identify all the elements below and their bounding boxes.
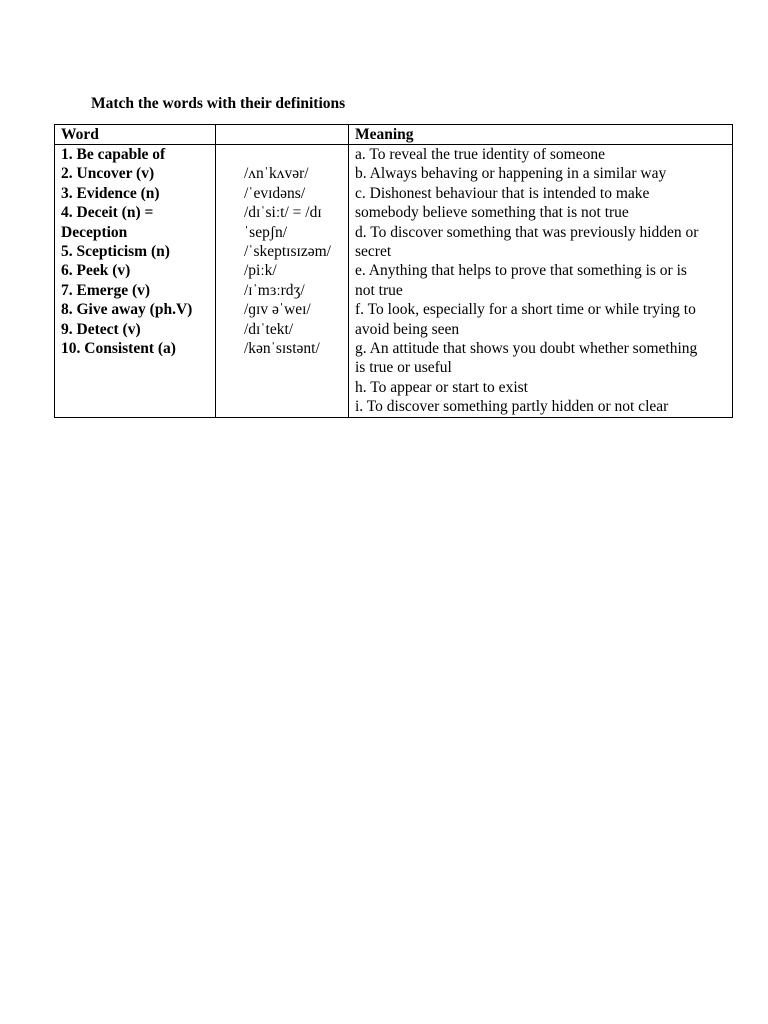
meaning-item: d. To discover something that was previously hidden or xyxy=(355,223,699,241)
meaning-item: a. To reveal the true identity of someone xyxy=(355,146,605,163)
word-item: 9. Detect (v) xyxy=(61,320,141,338)
header-pronunciation xyxy=(216,125,349,145)
meaning-item: c. Dishonest behaviour that is intended to make xyxy=(355,184,650,202)
meaning-item: not true xyxy=(355,281,403,299)
word-item: 8. Give away (ph.V) xyxy=(61,301,193,319)
pronunciation-item: /ɡɪv əˈweɪ/ xyxy=(244,301,311,319)
meaning-item: is true or useful xyxy=(355,359,452,377)
meaning-item: h. To appear or start to exist xyxy=(355,378,528,396)
meanings-cell xyxy=(349,145,733,418)
pronunciation-item: /dɪˈsiːt/ = /dɪ xyxy=(244,204,322,222)
meaning-item: secret xyxy=(355,243,392,261)
pronunciation-item: /ˈskeptɪsɪzəm/ xyxy=(244,243,331,261)
word-item: 2. Uncover (v) xyxy=(61,165,155,183)
pronunciation-item: /kənˈsɪstənt/ xyxy=(244,340,320,358)
table-header-row xyxy=(55,125,733,145)
pronunciation-item: /ɪˈmɜːrdʒ/ xyxy=(244,281,305,299)
pronunciation-cell xyxy=(216,145,349,418)
header-word: Word xyxy=(55,125,216,145)
pronunciation-item xyxy=(244,145,348,164)
words-cell xyxy=(55,145,216,418)
word-item: 1. Be capable of xyxy=(61,146,166,163)
word-item: 6. Peek (v) xyxy=(61,262,131,280)
meaning-item: i. To discover something partly hidden or not clear xyxy=(355,398,669,416)
table-body-row xyxy=(55,145,733,418)
word-item: 10. Consistent (a) xyxy=(61,340,176,358)
word-item: 4. Deceit (n) = xyxy=(61,204,154,222)
word-item: 7. Emerge (v) xyxy=(61,281,151,299)
meaning-item: e. Anything that helps to prove that something is or is xyxy=(355,262,687,280)
matching-table xyxy=(54,124,733,418)
page-title: Match the words with their definitions xyxy=(91,95,346,112)
word-item: 3. Evidence (n) xyxy=(61,184,160,202)
pronunciation-item: ˈsepʃn/ xyxy=(244,223,288,241)
meaning-item: b. Always behaving or happening in a similar way xyxy=(355,165,667,183)
pronunciation-item: /ʌnˈkʌvər/ xyxy=(244,165,309,183)
meaning-item: avoid being seen xyxy=(355,320,460,338)
pronunciation-item: /piːk/ xyxy=(244,262,277,280)
meaning-item: somebody believe something that is not true xyxy=(355,204,629,222)
meaning-item: f. To look, especially for a short time or while trying to xyxy=(355,301,696,319)
word-item: 5. Scepticism (n) xyxy=(61,243,170,261)
pronunciation-item: /dɪˈtekt/ xyxy=(244,320,294,338)
meaning-item: g. An attitude that shows you doubt whether something xyxy=(355,340,698,358)
word-item: Deception xyxy=(61,223,128,241)
header-meaning: Meaning xyxy=(349,125,733,145)
pronunciation-item: /ˈevɪdəns/ xyxy=(244,184,306,202)
